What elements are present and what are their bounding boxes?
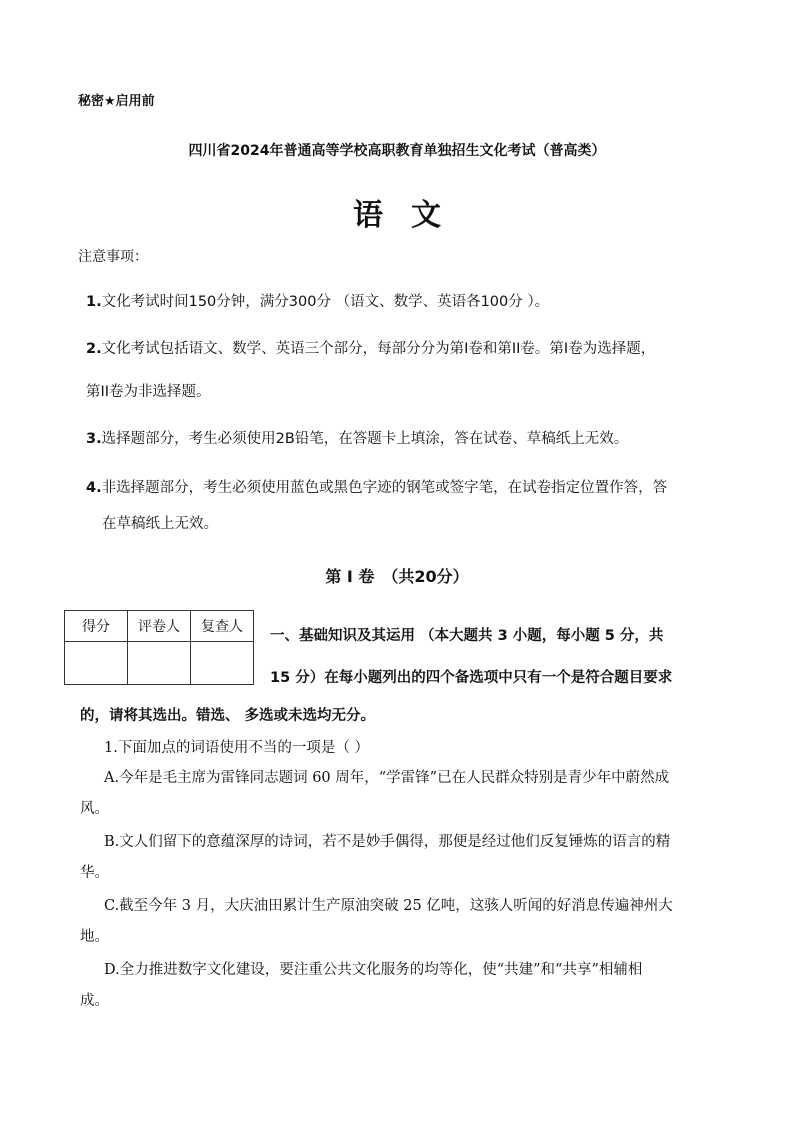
- note-text: 非选择题部分，考生必须使用蓝色或黑色字迹的钢笔或签字笔，在试卷指定位置作答，答: [101, 480, 668, 496]
- option-a-continued: 风。: [80, 801, 109, 817]
- subject-title: 语文: [353, 198, 469, 233]
- option-c-continued: 地。: [80, 929, 109, 945]
- grader-table: [64, 610, 254, 685]
- note-text: 文化考试包括语文、数学、英语三个部分，每部分分为第I卷和第II卷。第I卷为选择题，: [101, 341, 656, 357]
- note-item-2-continued: 第II卷为非选择题。: [86, 384, 211, 400]
- option-d: D.全力推进数字文化建设，要注重公共文化服务的均等化，使“共建”和“共享”相辅相: [104, 962, 643, 978]
- option-c: C.截至今年 3 月，大庆油田累计生产原油突破 25 亿吨，这骇人听闻的好消息传遍神州大: [104, 898, 673, 914]
- note-item-4: [86, 476, 667, 497]
- note-item-2: [86, 337, 655, 358]
- question-stem: 1.下面加点的词语使用不当的一项是（ ）: [104, 740, 369, 756]
- grader-header: 评卷人: [128, 611, 191, 642]
- section-instruction-line-2: 15 分）在每小题列出的四个备选项中只有一个是符合题目要求: [270, 670, 673, 686]
- score-cell[interactable]: [65, 642, 128, 685]
- note-item-3: [86, 427, 628, 448]
- note-item-1: [86, 290, 549, 311]
- note-text: 选择题部分，考生必须使用2B铅笔，在答题卡上填涂，答在试卷、草稿纸上无效。: [101, 431, 629, 447]
- reviewer-cell[interactable]: [191, 642, 254, 685]
- option-b-continued: 华。: [80, 865, 109, 881]
- note-number: 1.: [86, 294, 102, 310]
- grader-cell[interactable]: [128, 642, 191, 685]
- note-item-4-continued: 在草稿纸上无效。: [102, 516, 218, 532]
- note-number: 4.: [86, 480, 102, 496]
- section-instruction-line-3: 的，请将其选出。错选、 多选或未选均无分。: [80, 708, 376, 724]
- option-a: A.今年是毛主席为雷锋同志题词 60 周年，“学雷锋”已在人民群众特别是青少年中蔚然成: [104, 770, 670, 786]
- exam-title: 四川省2024年普通高等学校高职教育单独招生文化考试（普高类）: [188, 143, 606, 159]
- reviewer-header: 复查人: [191, 611, 254, 642]
- note-text: 文化考试时间150分钟，满分300分 （语文、数学、英语各100分 ）。: [101, 294, 550, 310]
- note-number: 3.: [86, 431, 102, 447]
- note-number: 2.: [86, 341, 102, 357]
- part-title: 第 I 卷 （共20分）: [325, 567, 469, 586]
- option-d-continued: 成。: [80, 993, 109, 1009]
- confidential-label: 秘密★启用前: [78, 94, 155, 109]
- notes-heading: 注意事项：: [78, 249, 148, 265]
- section-instruction-line-1: 一、基础知识及其运用 （本大题共 3 小题，每小题 5 分，共: [270, 628, 664, 644]
- score-header: 得分: [65, 611, 128, 642]
- option-b: B.文人们留下的意蕴深厚的诗词，若不是妙手偶得，那便是经过他们反复锤炼的语言的精: [104, 834, 671, 850]
